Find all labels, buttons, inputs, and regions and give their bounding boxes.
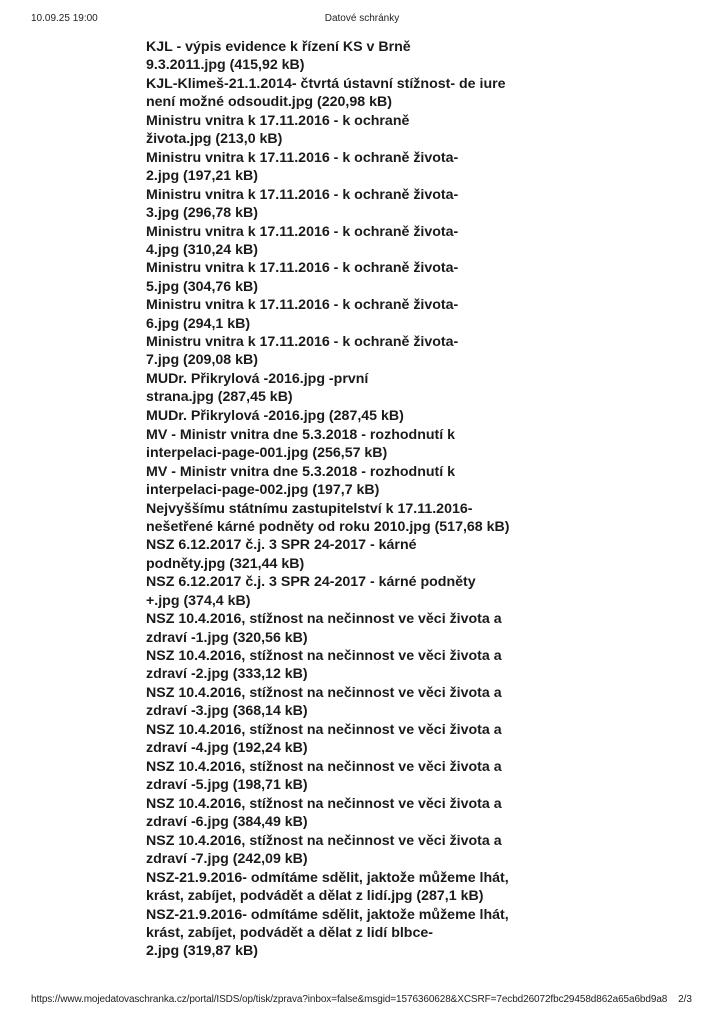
attachment-link[interactable]: NSZ 6.12.2017 č.j. 3 SPR 24-2017 - kárné podněty.jpg (321,44 kB) bbox=[146, 537, 417, 572]
attachment-link[interactable]: NSZ-21.9.2016- odmítáme sdělit, jaktože můžeme lhát, krást, zabíjet, podvádět a dělat z lidí.jpg (287,1 kB) bbox=[146, 869, 509, 904]
attachment-link[interactable]: NSZ 10.4.2016, stížnost na nečinnost ve věci života a zdraví -4.jpg (192,24 kB) bbox=[146, 722, 502, 757]
page-title: Datové schránky bbox=[324, 13, 400, 24]
list-item bbox=[146, 721, 546, 757]
list-item bbox=[146, 573, 546, 609]
list-item bbox=[146, 296, 546, 332]
attachment-link[interactable]: Ministru vnitra k 17.11.2016 - k ochraně života- 6.jpg (294,1 kB) bbox=[146, 297, 459, 332]
attachment-link[interactable]: NSZ 10.4.2016, stížnost na nečinnost ve věci života a zdraví -2.jpg (333,12 kB) bbox=[146, 648, 502, 683]
list-item bbox=[146, 370, 546, 406]
attachment-link[interactable]: NSZ-21.9.2016- odmítáme sdělit, jaktože můžeme lhát, krást, zabíjet, podvádět a dělat z lidí blbce- 2.jpg (319,87 kB) bbox=[146, 906, 509, 959]
list-item bbox=[146, 758, 546, 794]
list-item bbox=[146, 333, 546, 369]
attachment-link[interactable]: Ministru vnitra k 17.11.2016 - k ochraně života- 7.jpg (209,08 kB) bbox=[146, 334, 459, 369]
attachment-link[interactable]: NSZ 10.4.2016, stížnost na nečinnost ve věci života a zdraví -6.jpg (384,49 kB) bbox=[146, 795, 502, 831]
attachment-list bbox=[146, 38, 546, 961]
attachment-link[interactable]: Ministru vnitra k 17.11.2016 - k ochraně života- 5.jpg (304,76 kB) bbox=[146, 260, 459, 295]
list-item bbox=[146, 647, 546, 683]
list-item bbox=[146, 426, 546, 462]
list-item bbox=[146, 38, 546, 74]
list-item bbox=[146, 906, 546, 961]
list-item bbox=[146, 684, 546, 720]
page-url: https://www.mojedatovaschranka.cz/portal/ISDS/op/tisk/zprava?inbox=false&msgid=1576360628&XCSRF=7ecbd26072fbc29458d862a65a6bd9a8 bbox=[31, 994, 668, 1005]
attachment-link[interactable]: KJL - výpis evidence k řízení KS v Brně 9.3.2011.jpg (415,92 kB) bbox=[146, 39, 411, 74]
attachment-link[interactable]: NSZ 6.12.2017 č.j. 3 SPR 24-2017 - kárné podněty +.jpg (374,4 kB) bbox=[146, 574, 476, 609]
print-footer bbox=[0, 994, 724, 1008]
attachment-link[interactable]: Ministru vnitra k 17.11.2016 - k ochraně života.jpg (213,0 kB) bbox=[146, 112, 410, 148]
attachment-link[interactable]: Ministru vnitra k 17.11.2016 - k ochraně života- 2.jpg (197,21 kB) bbox=[146, 149, 459, 184]
list-item bbox=[146, 75, 546, 111]
list-item bbox=[146, 795, 546, 831]
attachment-link[interactable]: MV - Ministr vnitra dne 5.3.2018 - rozhodnutí k interpelaci-page-001.jpg (256,57 kB) bbox=[146, 426, 456, 461]
attachment-link[interactable]: NSZ 10.4.2016, stížnost na nečinnost ve věci života a zdraví -1.jpg (320,56 kB) bbox=[146, 611, 502, 646]
attachment-link[interactable]: MUDr. Přikrylová -2016.jpg (287,45 kB) bbox=[146, 408, 404, 425]
list-item bbox=[146, 500, 546, 536]
attachment-link[interactable]: NSZ 10.4.2016, stížnost na nečinnost ve věci života a zdraví -5.jpg (198,71 kB) bbox=[146, 758, 502, 794]
list-item bbox=[146, 610, 546, 646]
print-datetime: 10.09.25 19:00 bbox=[31, 13, 98, 24]
attachment-link[interactable]: NSZ 10.4.2016, stížnost na nečinnost ve věci života a zdraví -7.jpg (242,09 kB) bbox=[146, 832, 502, 867]
attachment-link[interactable]: MV - Ministr vnitra dne 5.3.2018 - rozhodnutí k interpelaci-page-002.jpg (197,7 kB) bbox=[146, 463, 456, 498]
attachment-link[interactable]: NSZ 10.4.2016, stížnost na nečinnost ve věci života a zdraví -3.jpg (368,14 kB) bbox=[146, 685, 502, 720]
list-item bbox=[146, 869, 546, 905]
list-item bbox=[146, 407, 546, 425]
attachment-link[interactable]: Ministru vnitra k 17.11.2016 - k ochraně života- 4.jpg (310,24 kB) bbox=[146, 223, 459, 258]
list-item bbox=[146, 832, 546, 868]
list-item bbox=[146, 223, 546, 259]
attachment-link[interactable]: MUDr. Přikrylová -2016.jpg -první strana.jpg (287,45 kB) bbox=[146, 371, 369, 406]
list-item bbox=[146, 186, 546, 222]
list-item bbox=[146, 112, 546, 148]
attachment-link[interactable]: Ministru vnitra k 17.11.2016 - k ochraně života- 3.jpg (296,78 kB) bbox=[146, 186, 459, 221]
list-item bbox=[146, 149, 546, 185]
attachment-link[interactable]: KJL-Klimeš-21.1.2014- čtvrtá ústavní stížnost- de iure není možné odsoudit.jpg (220,98 kB) bbox=[146, 75, 506, 111]
list-item bbox=[146, 536, 546, 572]
attachment-link[interactable]: Nejvyššímu státnímu zastupitelství k 17.11.2016- nešetřené kárné podněty od roku 2010.jpg (517,68 kB) bbox=[146, 500, 510, 535]
print-header bbox=[0, 13, 724, 27]
list-item bbox=[146, 463, 546, 499]
list-item bbox=[146, 259, 546, 295]
page-number: 2/3 bbox=[678, 994, 692, 1005]
